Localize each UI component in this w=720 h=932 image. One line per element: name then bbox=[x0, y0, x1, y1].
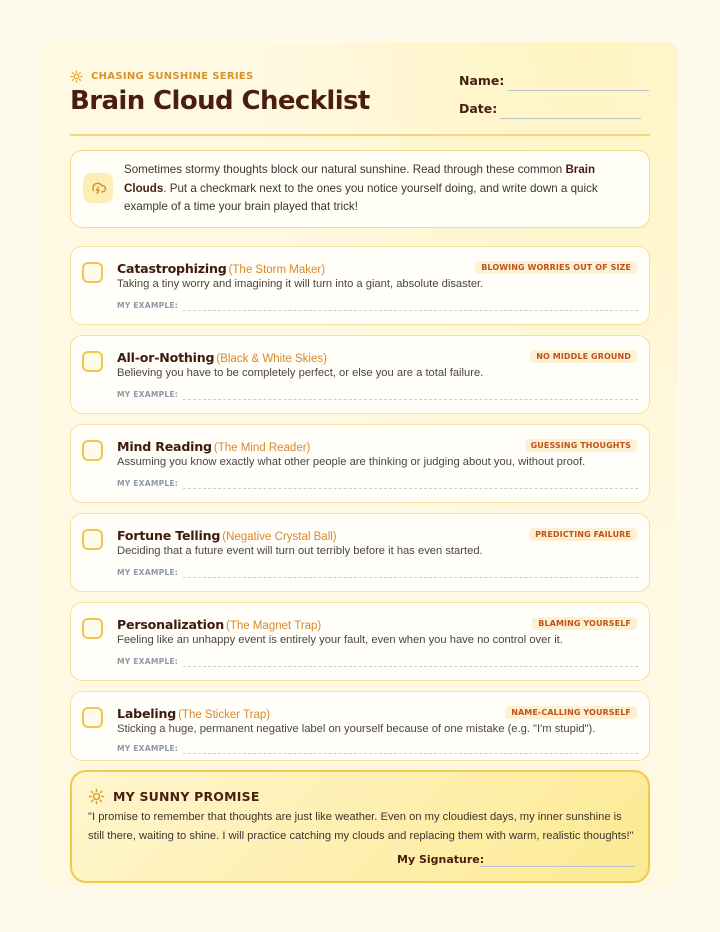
intro-text-part: . Put a checkmark next to the ones you notice yourself doing, and write down a quick example of a time your brain played that trick! bbox=[124, 181, 598, 213]
example-label: MY EXAMPLE: bbox=[117, 479, 179, 488]
cloud-heading bbox=[117, 258, 325, 277]
cloud-heading bbox=[117, 347, 327, 366]
example-field[interactable] bbox=[183, 488, 638, 489]
cloud-title: Mind Reading bbox=[117, 439, 212, 454]
cloud-tag: NAME-CALLING YOURSELF bbox=[505, 706, 637, 719]
cloud-title: Labeling bbox=[117, 706, 177, 721]
checkbox[interactable] bbox=[82, 707, 103, 728]
cloud-subtitle: (The Storm Maker) bbox=[228, 264, 326, 276]
intro-bold-term: Brain Clouds bbox=[124, 163, 596, 195]
cloud-lightning-icon bbox=[83, 173, 113, 203]
cloud-heading bbox=[117, 703, 270, 722]
checkbox[interactable] bbox=[82, 618, 103, 639]
cloud-tag: BLOWING WORRIES OUT OF SIZE bbox=[475, 261, 637, 274]
example-field[interactable] bbox=[183, 399, 638, 400]
cloud-heading bbox=[117, 436, 310, 455]
cloud-description: Sticking a huge, permanent negative label on yourself because of one mistake (e.g. "I'm stupid"). bbox=[117, 723, 596, 735]
cloud-heading bbox=[117, 614, 321, 633]
series-label bbox=[70, 70, 253, 83]
cloud-heading bbox=[117, 525, 337, 544]
brain-cloud-card bbox=[70, 602, 650, 681]
name-field[interactable] bbox=[508, 90, 649, 91]
checkbox[interactable] bbox=[82, 351, 103, 372]
intro-box bbox=[70, 150, 650, 228]
checkbox[interactable] bbox=[82, 440, 103, 461]
cloud-tag: PREDICTING FAILURE bbox=[529, 528, 637, 541]
page-title: Brain Cloud Checklist bbox=[70, 86, 370, 116]
sun-icon bbox=[88, 788, 105, 805]
signature-label: My Signature: bbox=[397, 853, 485, 866]
cloud-title: Fortune Telling bbox=[117, 528, 221, 543]
series-text: CHASING SUNSHINE SERIES bbox=[91, 71, 254, 82]
brain-cloud-card bbox=[70, 424, 650, 503]
example-field[interactable] bbox=[183, 753, 638, 754]
date-label: Date: bbox=[459, 101, 498, 116]
promise-title: MY SUNNY PROMISE bbox=[113, 789, 260, 804]
cloud-subtitle: (Black & White Skies) bbox=[216, 353, 327, 365]
cloud-subtitle: (The Sticker Trap) bbox=[178, 709, 271, 721]
cloud-subtitle: (Negative Crystal Ball) bbox=[222, 531, 337, 543]
example-label: MY EXAMPLE: bbox=[117, 301, 179, 310]
name-label: Name: bbox=[459, 73, 505, 88]
example-label: MY EXAMPLE: bbox=[117, 390, 179, 399]
signature-field[interactable] bbox=[480, 866, 635, 867]
cloud-subtitle: (The Magnet Trap) bbox=[226, 620, 322, 632]
brain-cloud-card bbox=[70, 246, 650, 325]
checkbox[interactable] bbox=[82, 262, 103, 283]
cloud-tag: NO MIDDLE GROUND bbox=[530, 350, 637, 363]
cloud-tag: GUESSING THOUGHTS bbox=[525, 439, 637, 452]
sun-icon bbox=[70, 70, 83, 83]
brain-cloud-card bbox=[70, 691, 650, 761]
cloud-description: Feeling like an unhappy event is entirely your fault, even when you have no control over it. bbox=[117, 634, 563, 646]
cloud-title: All-or-Nothing bbox=[117, 350, 215, 365]
brain-cloud-card bbox=[70, 513, 650, 592]
worksheet-header bbox=[70, 64, 650, 136]
example-field[interactable] bbox=[183, 310, 638, 311]
example-label: MY EXAMPLE: bbox=[117, 657, 179, 666]
cloud-subtitle: (The Mind Reader) bbox=[213, 442, 311, 454]
example-label: MY EXAMPLE: bbox=[117, 568, 179, 577]
cloud-description: Taking a tiny worry and imagining it will turn into a giant, absolute disaster. bbox=[117, 278, 484, 290]
example-label: MY EXAMPLE: bbox=[117, 744, 179, 753]
promise-header bbox=[88, 788, 260, 805]
example-field[interactable] bbox=[183, 666, 638, 667]
cloud-description: Deciding that a future event will turn out terribly before it has even started. bbox=[117, 545, 483, 557]
intro-text bbox=[124, 161, 640, 217]
intro-text-part: Sometimes stormy thoughts block our natural sunshine. Read through these common bbox=[124, 163, 566, 176]
promise-text: "I promise to remember that thoughts are just like weather. Even on my cloudiest days, my inner sunshine is still there, waiting to shine. I will practice catching my clouds and replacing them with warm, realistic thoughts!" bbox=[88, 811, 634, 842]
cloud-description: Believing you have to be completely perfect, or else you are a total failure. bbox=[117, 367, 484, 379]
cloud-tag: BLAMING YOURSELF bbox=[532, 617, 637, 630]
cloud-description: Assuming you know exactly what other people are thinking or judging about you, without proof. bbox=[117, 456, 586, 468]
cloud-title: Catastrophizing bbox=[117, 261, 227, 276]
date-field[interactable] bbox=[500, 118, 641, 119]
checkbox[interactable] bbox=[82, 529, 103, 550]
sunny-promise-box bbox=[70, 770, 650, 883]
example-field[interactable] bbox=[183, 577, 638, 578]
cloud-title: Personalization bbox=[117, 617, 225, 632]
brain-cloud-card bbox=[70, 335, 650, 414]
